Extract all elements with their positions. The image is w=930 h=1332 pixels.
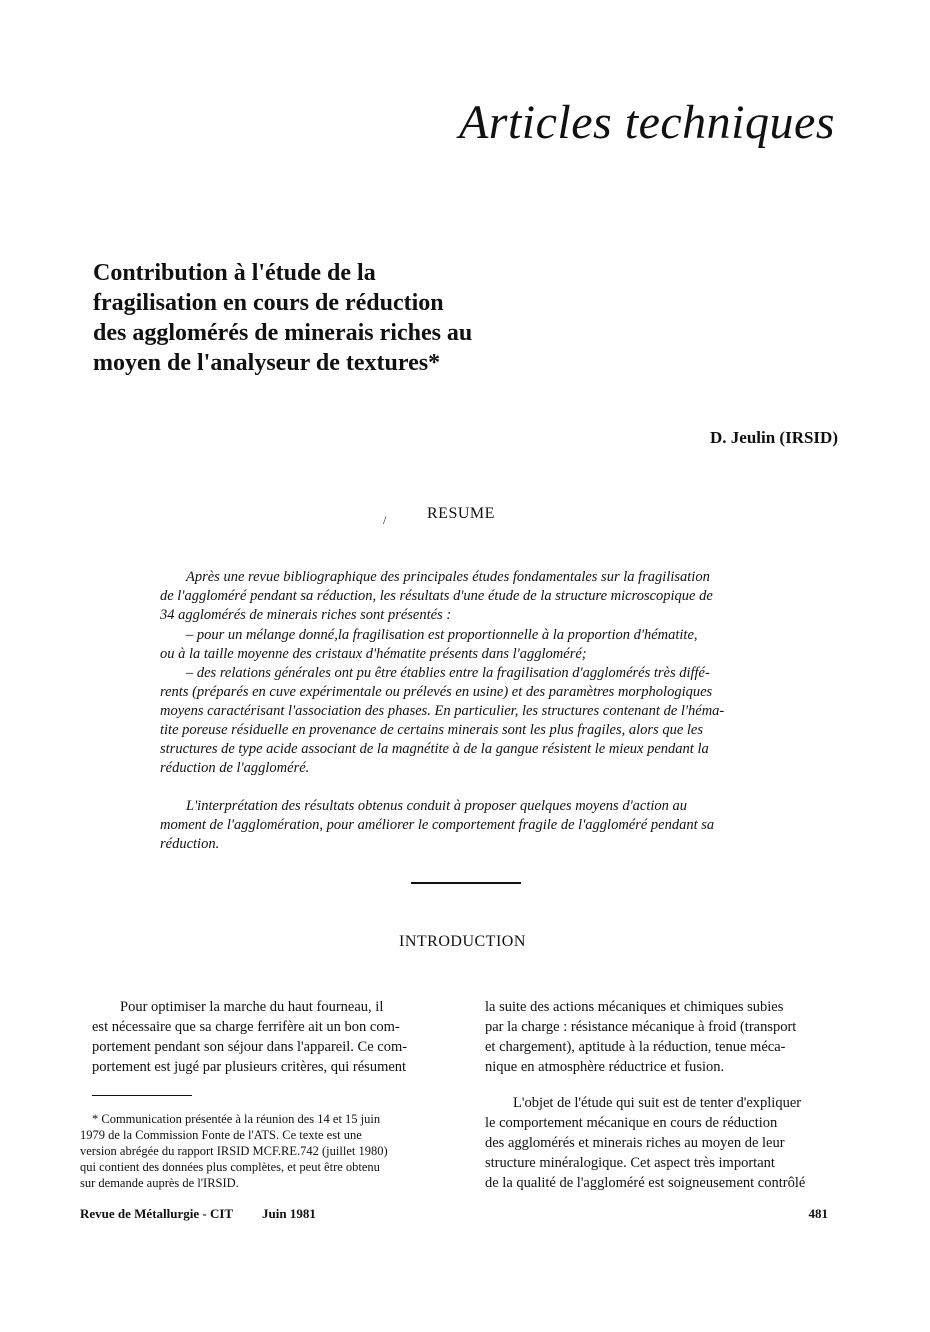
resume-heading: RESUME [427, 505, 495, 522]
abstract-line: – pour un mélange donné,la fragilisation est proportionnelle à la proportion d'hématite, [186, 627, 698, 643]
page-number: 481 [808, 1206, 828, 1221]
abstract-line: ou à la taille moyenne des cristaux d'hématite présents dans l'aggloméré; [160, 646, 587, 662]
abstract-line: moyens caractérisant l'association des phases. En particulier, les structures contenant de l'héma- [160, 703, 725, 719]
abstract-line: rents (préparés en cuve expérimentale ou prélevés en usine) et des paramètres morphologiques [160, 684, 713, 700]
abstract-line: de l'aggloméré pendant sa réduction, les résultats d'une étude de la structure microscopique de [160, 588, 713, 604]
body-line: L'objet de l'étude qui suit est de tenter d'expliquer [513, 1095, 802, 1111]
author-line: D. Jeulin (IRSID) [710, 428, 838, 447]
body-line: portement pendant son séjour dans l'appareil. Ce com- [92, 1039, 408, 1055]
body-line: la suite des actions mécaniques et chimiques subies [485, 999, 784, 1015]
footnote-divider [92, 1095, 192, 1096]
title-line: des agglomérés de minerais riches au [93, 320, 473, 346]
footnote-line: * Communication présentée à la réunion des 14 et 15 juin [92, 1112, 381, 1126]
abstract-line: réduction. [160, 836, 220, 852]
abstract-line: structures de type acide associant de la magnétite à de la gangue résistent le mieux pendant la [160, 741, 709, 757]
body-line: de la qualité de l'aggloméré est soigneusement contrôlé [485, 1175, 806, 1191]
body-line: et chargement), aptitude à la réduction, tenue méca- [485, 1039, 786, 1055]
abstract-line: – des relations générales ont pu être établies entre la fragilisation d'agglomérés très diffé- [186, 665, 710, 681]
scan-mark: / [383, 513, 387, 527]
footnote-line: version abrégée du rapport IRSID MCF.RE.742 (juillet 1980) [80, 1144, 388, 1158]
body-line: nique en atmosphère réductrice et fusion. [485, 1059, 725, 1075]
abstract-line: 34 agglomérés de minerais riches sont présentés : [160, 607, 452, 623]
abstract-line: L'interprétation des résultats obtenus conduit à proposer quelques moyens d'action au [186, 798, 688, 814]
footnote-line: 1979 de la Commission Fonte de l'ATS. Ce texte est une [80, 1128, 362, 1142]
journal-date: Juin 1981 [262, 1206, 316, 1221]
paper-title [93, 258, 513, 378]
body-line: est nécessaire que sa charge ferrifère ait un bon com- [92, 1019, 400, 1035]
footnote-line: qui contient des données plus complètes, et peut être obtenu [80, 1160, 380, 1174]
title-line: Contribution à l'étude de la [93, 260, 376, 286]
abstract-line: réduction de l'aggloméré. [160, 760, 310, 776]
body-line: le comportement mécanique en cours de réduction [485, 1115, 778, 1131]
section-divider [411, 882, 521, 884]
body-line: portement est jugé par plusieurs critères, qui résument [92, 1059, 407, 1075]
abstract-line: tite poreuse résiduelle en provenance de certains minerais sont les plus fragiles, alors que les [160, 722, 703, 738]
body-line: structure minéralogique. Cet aspect très important [485, 1155, 775, 1171]
title-line: fragilisation en cours de réduction [93, 290, 444, 316]
body-line: des agglomérés et minerais riches au moyen de leur [485, 1135, 785, 1151]
abstract-line: Après une revue bibliographique des principales études fondamentales sur la fragilisation [186, 569, 710, 585]
body-line: par la charge : résistance mécanique à froid (transport [485, 1019, 797, 1035]
journal-name: Revue de Métallurgie - CIT [80, 1206, 234, 1221]
body-line: Pour optimiser la marche du haut fourneau, il [120, 999, 384, 1015]
section-header: Articles techniques [458, 96, 835, 149]
title-line: moyen de l'analyseur de textures* [93, 350, 441, 376]
footnote-line: sur demande auprès de l'IRSID. [80, 1176, 239, 1190]
introduction-heading: INTRODUCTION [399, 933, 526, 950]
abstract-line: moment de l'agglomération, pour améliorer le comportement fragile de l'aggloméré pendant sa [160, 817, 715, 833]
